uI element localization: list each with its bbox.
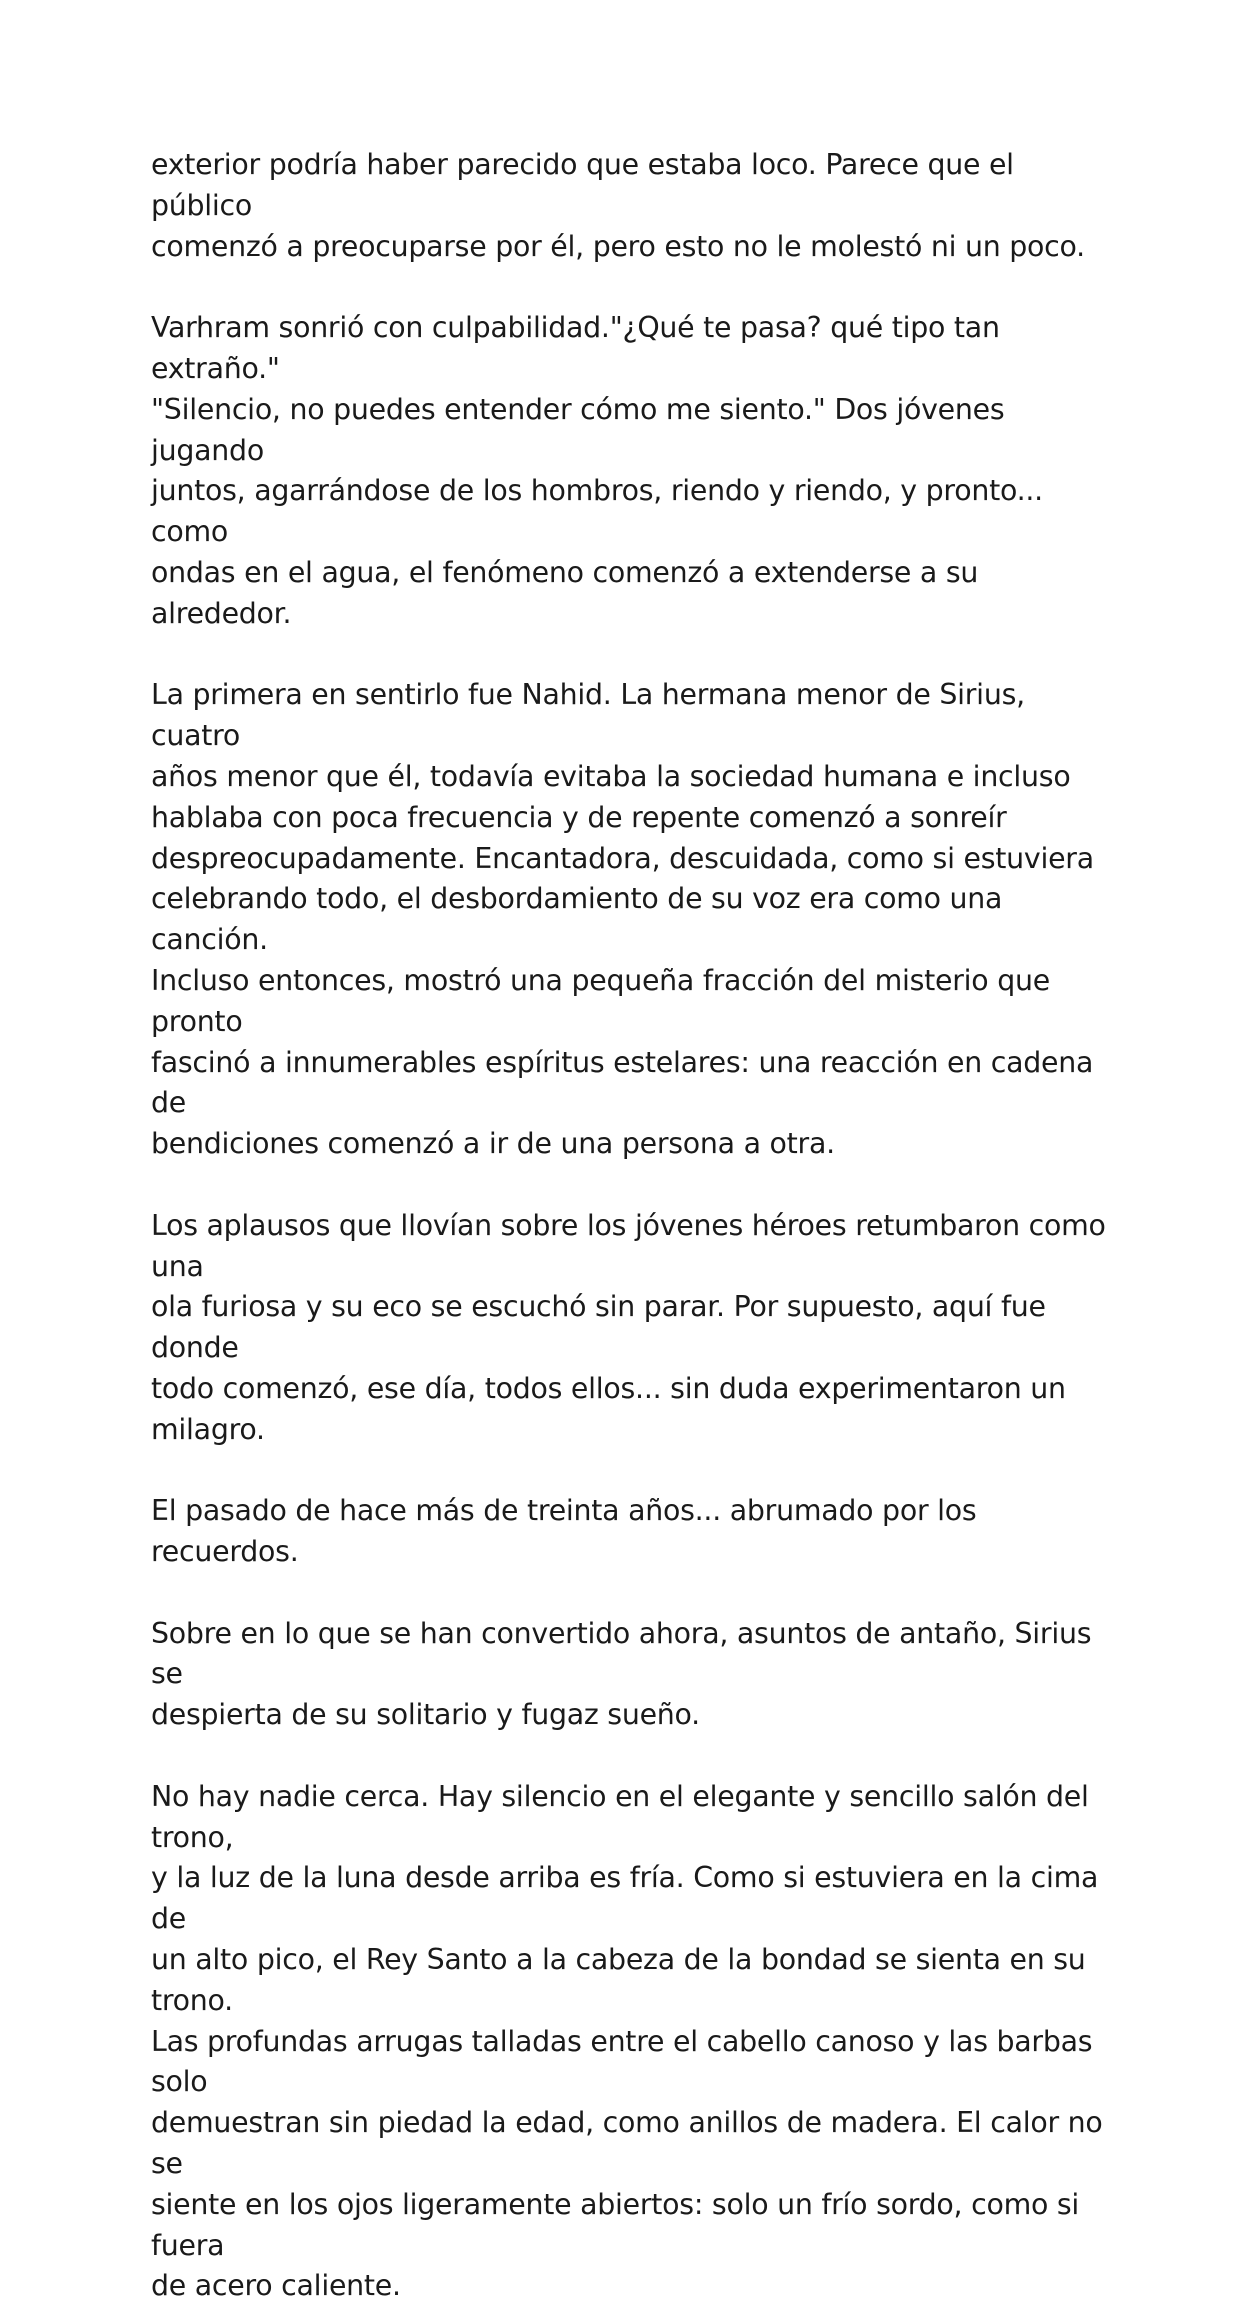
paragraph-4: Los aplausos que llovían sobre los jóvenes héroes retumbaron como una ola furiosa y su eco se escuchó sin parar. Por supuesto, aquí fue donde todo comenzó, ese día, todos ellos... sin duda experimentaron un milagro. [151, 1208, 1106, 1446]
paragraph-2: Varhram sonrió con culpabilidad."¿Qué te pasa? qué tipo tan extraño." "Silencio, no puedes entender cómo me siento." Dos jóvenes jugando juntos, agarrándose de los hombros, riendo y riendo, y pronto... como ondas en el agua, el fenómeno comenzó a extenderse a su alrededor. [151, 311, 1043, 630]
document-body [151, 145, 1106, 2307]
paragraph-5: El pasado de hace más de treinta años... abrumado por los recuerdos. [151, 1494, 977, 1569]
paragraph-7: No hay nadie cerca. Hay silencio en el elegante y sencillo salón del trono, y la luz de la luna desde arriba es fría. Como si estuviera en la cima de un alto pico, el Rey Santo a la cabeza de la bondad se sienta en su trono. Las profundas arrugas talladas entre el cabello canoso y las barbas solo demuestran sin piedad la edad, como anillos de madera. El calor no se siente en los ojos ligeramente abiertos: solo un frío sordo, como si fuera de acero caliente. [151, 1779, 1103, 2303]
paragraph-1: exterior podría haber parecido que estaba loco. Parece que el público comenzó a preocuparse por él, pero esto no le molestó ni un poco. [151, 148, 1085, 263]
paragraph-3: La primera en sentirlo fue Nahid. La hermana menor de Sirius, cuatro años menor que él, todavía evitaba la sociedad humana e incluso hablaba con poca frecuencia y de repente comenzó a sonreír despreocupadamente. Encantadora, descuidada, como si estuviera celebrando todo, el desbordamiento de su voz era como una canción. Incluso entonces, mostró una pequeña fracción del misterio que pronto fascinó a innumerables espíritus estelares: una reacción en cadena de bendiciones comenzó a ir de una persona a otra. [151, 678, 1094, 1161]
paragraph-6: Sobre en lo que se han convertido ahora, asuntos de antaño, Sirius se despierta de su solitario y fugaz sueño. [151, 1616, 1092, 1732]
